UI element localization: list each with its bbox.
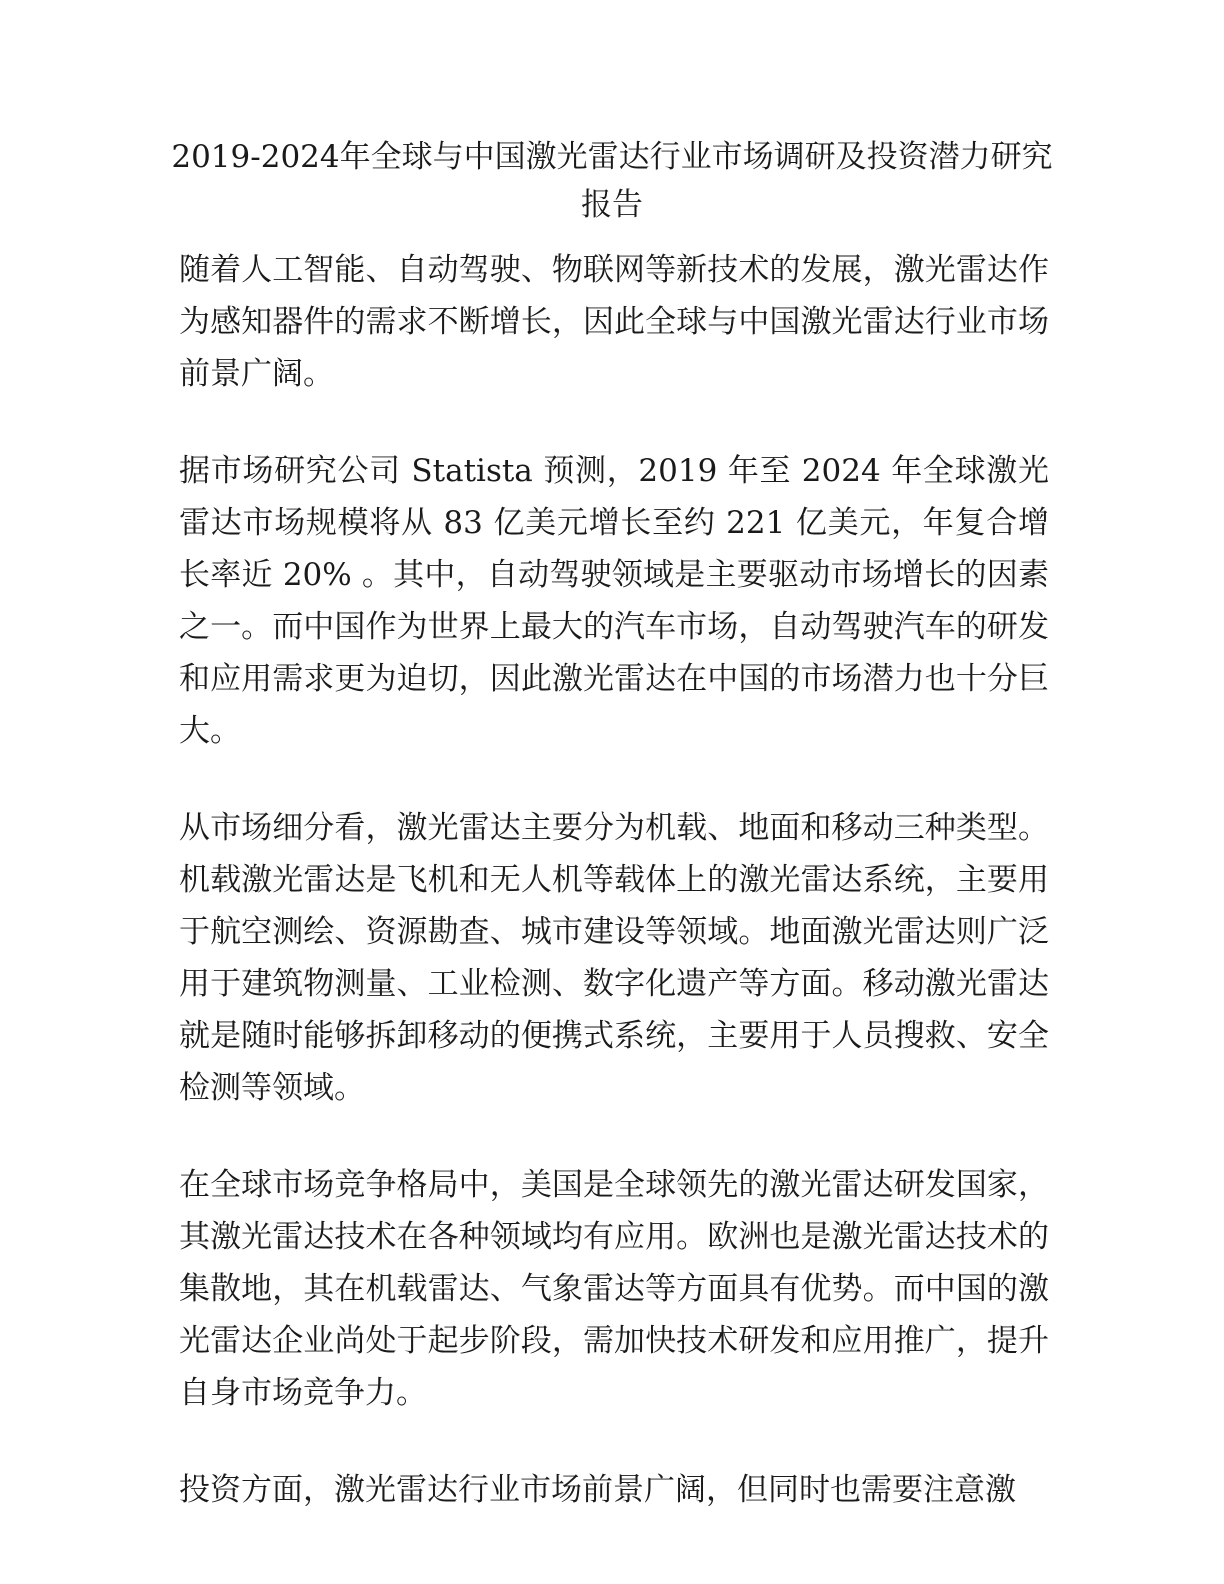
paragraph-competition: 在全球市场竞争格局中，美国是全球领先的激光雷达研发国家，其激光雷达技术在各种领域均有应用。欧洲也是激光雷达技术的集散地，其在机载雷达、气象雷达等方面具有优势。而中国的激光雷达企业尚处于起步阶段，需加快技术研发和应用推广，提升自身市场竞争力。 bbox=[179, 1167, 1049, 1411]
paragraph-investment: 投资方面，激光雷达行业市场前景广阔，但同时也需要注意激 bbox=[179, 1472, 1016, 1508]
document-title: 2019-2024年全球与中国激光雷达行业市场调研及投资潜力研究报告 bbox=[171, 139, 1053, 223]
paragraph-market-size: 据市场研究公司 Statista 预测，2019 年至 2024 年全球激光雷达市场规模将从 83 亿美元增长至约 221 亿美元，年复合增长率近 20% 。其中，自动驾驶领域是主要驱动市场增长的因素之一。而中国作为世界上最大的汽车市场，自动驾驶汽车的研发和应用需求更为迫切，因此激光雷达在中国的市场潜力也十分巨大。 bbox=[179, 453, 1049, 749]
paragraph-segmentation: 从市场细分看，激光雷达主要分为机载、地面和移动三种类型。机载激光雷达是飞机和无人机等载体上的激光雷达系统，主要用于航空测绘、资源勘查、城市建设等领域。地面激光雷达则广泛用于建筑物测量、工业检测、数字化遗产等方面。移动激光雷达就是随时能够拆卸移动的便携式系统，主要用于人员搜救、安全检测等领域。 bbox=[179, 810, 1049, 1106]
paragraph-intro: 随着人工智能、自动驾驶、物联网等新技术的发展，激光雷达作为感知器件的需求不断增长，因此全球与中国激光雷达行业市场前景广阔。 bbox=[179, 252, 1049, 392]
document-body bbox=[179, 244, 1049, 1561]
